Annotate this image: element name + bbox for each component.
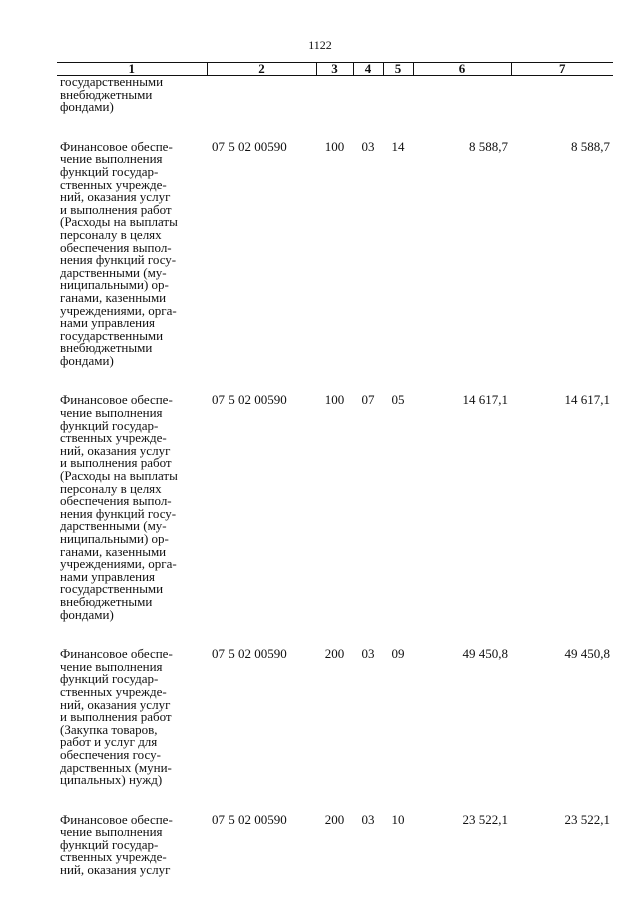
description-cell (57, 138, 207, 368)
amount-total-cell: 14 617,1 (564, 392, 610, 408)
description-line: и выполнения работ (60, 455, 172, 471)
budget-code-cell (207, 76, 316, 114)
description-line: функций государ- (60, 671, 159, 687)
description-line: ственных учрежде- (60, 430, 167, 446)
expense-type-cell: 100 (324, 138, 345, 154)
description-line: функций государ- (60, 163, 159, 179)
amount-total-cell: 49 450,8 (564, 646, 610, 662)
page-number: 1122 (308, 38, 332, 52)
amount-cell: 14 617,1 (462, 392, 508, 408)
description-line: ственных учрежде- (60, 849, 167, 865)
description-line: внебюджетными (60, 86, 153, 102)
description-line: чение выполнения (60, 405, 163, 421)
description-line: ганами, казенными (60, 543, 167, 559)
description-line: обеспечения госу- (60, 746, 161, 762)
description-line: чение выполнения (60, 151, 163, 167)
description-cell (57, 76, 207, 114)
section-cell: 03 (361, 646, 375, 662)
description-line: обеспечения выпол- (60, 239, 172, 255)
description-line: государственными (60, 581, 164, 597)
description-line: нами управления (60, 315, 156, 331)
column-header-6: 6 (413, 63, 511, 76)
section-cell: 03 (361, 138, 375, 154)
description-line: и выполнения работ (60, 709, 172, 725)
description-line: обеспечения выпол- (60, 493, 172, 509)
column-header-2: 2 (207, 63, 316, 76)
column-header-3: 3 (316, 63, 353, 76)
description-line: дарственных (муни- (60, 759, 172, 775)
description-line: чение выполнения (60, 824, 163, 840)
description-line: учреждениями, орга- (60, 302, 177, 318)
section-cell: 07 (361, 392, 375, 408)
subsection-cell: 14 (391, 138, 405, 154)
description-line: ниципальными) ор- (60, 277, 169, 293)
amount-cell: 8 588,7 (469, 138, 508, 154)
amount-cell: 49 450,8 (462, 646, 508, 662)
description-line: ципальных) нужд) (60, 772, 163, 788)
amount-total-cell (511, 76, 613, 114)
description-cell (57, 648, 207, 787)
description-line: государственными (60, 327, 164, 343)
description-line: ний, оказания услуг (60, 696, 171, 712)
description-line: учреждениями, орга- (60, 556, 177, 572)
section-cell (353, 76, 383, 114)
expense-type-cell: 200 (324, 646, 345, 662)
description-line: Финансовое обеспе- (60, 646, 173, 662)
row-spacer (57, 114, 613, 141)
budget-code-cell: 07 5 02 00590 (212, 392, 287, 408)
description-line: внебюджетными (60, 593, 153, 609)
description-line: Финансовое обеспе- (60, 138, 173, 154)
description-line: Финансовое обеспе- (60, 392, 173, 408)
description-line: ственных учрежде- (60, 683, 167, 699)
description-line: персоналу в целях (60, 226, 162, 242)
amount-cell (413, 76, 511, 114)
row-gap (57, 787, 613, 814)
subsection-cell: 05 (391, 392, 405, 408)
description-line: ганами, казенными (60, 289, 167, 305)
row-gap (57, 114, 613, 141)
description-line: персоналу в целях (60, 480, 162, 496)
description-line: ний, оказания услуг (60, 189, 171, 205)
description-line: фондами) (60, 606, 114, 622)
description-line: нами управления (60, 568, 156, 584)
row-spacer (57, 367, 613, 394)
subsection-cell: 09 (391, 646, 405, 662)
row-spacer (57, 621, 613, 648)
table-body (57, 76, 613, 877)
amount-cell: 23 522,1 (462, 811, 508, 827)
description-line: государственными (60, 74, 164, 89)
table-row (57, 141, 613, 368)
row-spacer (57, 787, 613, 814)
amount-total-cell: 8 588,7 (571, 138, 610, 154)
description-cell (57, 811, 207, 878)
description-line: функций государ- (60, 417, 159, 433)
description-line: ний, оказания услуг (60, 862, 171, 878)
description-line: дарственными (му- (60, 518, 167, 534)
column-header-1: 1 (57, 63, 207, 76)
column-header-5: 5 (383, 63, 413, 76)
subsection-cell (383, 76, 413, 114)
column-header-4: 4 (353, 63, 383, 76)
budget-code-cell: 07 5 02 00590 (212, 811, 287, 827)
expense-type-cell: 100 (324, 392, 345, 408)
row-gap (57, 621, 613, 648)
description-line: внебюджетными (60, 340, 153, 356)
table-row (57, 394, 613, 621)
budget-table (57, 62, 613, 877)
expense-type-cell (316, 76, 353, 114)
description-line: работ и услуг для (60, 734, 158, 750)
section-cell: 03 (361, 811, 375, 827)
description-line: (Расходы на выплаты (60, 214, 178, 230)
description-line: Финансовое обеспе- (60, 811, 173, 827)
description-line: ственных учрежде- (60, 176, 167, 192)
description-cell (57, 394, 207, 621)
description-line: и выполнения работ (60, 201, 172, 217)
budget-code-cell: 07 5 02 00590 (212, 138, 287, 154)
description-line: (Расходы на выплаты (60, 468, 178, 484)
description-line: дарственными (му- (60, 264, 167, 280)
description-line: функций государ- (60, 836, 159, 852)
table-row (57, 648, 613, 787)
description-line: фондами) (60, 352, 114, 368)
description-line: нения функций госу- (60, 252, 177, 268)
subsection-cell: 10 (391, 811, 405, 827)
budget-code-cell: 07 5 02 00590 (212, 646, 287, 662)
amount-total-cell: 23 522,1 (564, 811, 610, 827)
table-row (57, 814, 613, 877)
row-gap (57, 367, 613, 394)
description-line: фондами) (60, 99, 114, 115)
expense-type-cell: 200 (324, 811, 345, 827)
description-line: ний, оказания услуг (60, 442, 171, 458)
column-header-7: 7 (511, 63, 613, 76)
table-row (57, 76, 613, 114)
description-line: нения функций госу- (60, 505, 177, 521)
description-line: (Закупка товаров, (60, 721, 158, 737)
description-line: чение выполнения (60, 658, 163, 674)
description-line: ниципальными) ор- (60, 531, 169, 546)
